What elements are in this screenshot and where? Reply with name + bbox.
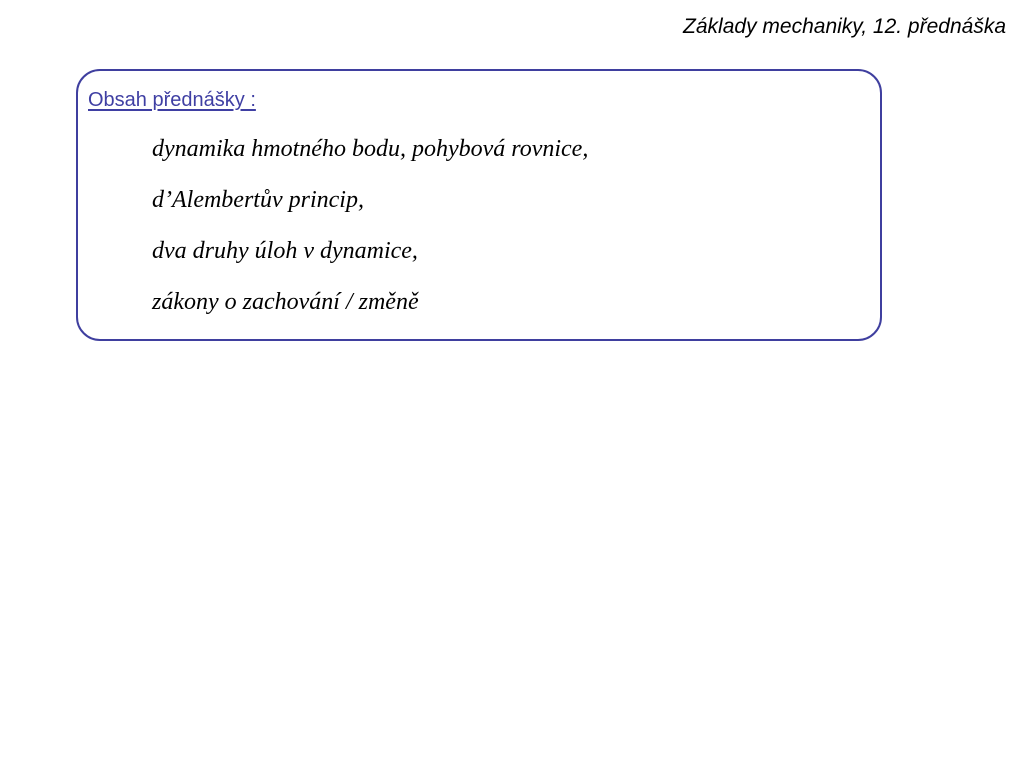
lecture-contents-box bbox=[76, 69, 882, 341]
contents-heading: Obsah přednášky : bbox=[88, 89, 256, 111]
topic-list bbox=[152, 135, 588, 339]
topic-item-dalembert: d’Alembertův princip, bbox=[152, 187, 364, 213]
lecture-title: Základy mechaniky, 12. přednáška bbox=[683, 15, 1006, 38]
topic-item-problem-types: dva druhy úloh v dynamice, bbox=[152, 238, 418, 264]
topic-item-conservation-laws: zákony o zachování / změně bbox=[152, 289, 419, 315]
topic-item-dynamics: dynamika hmotného bodu, pohybová rovnice, bbox=[152, 136, 589, 162]
